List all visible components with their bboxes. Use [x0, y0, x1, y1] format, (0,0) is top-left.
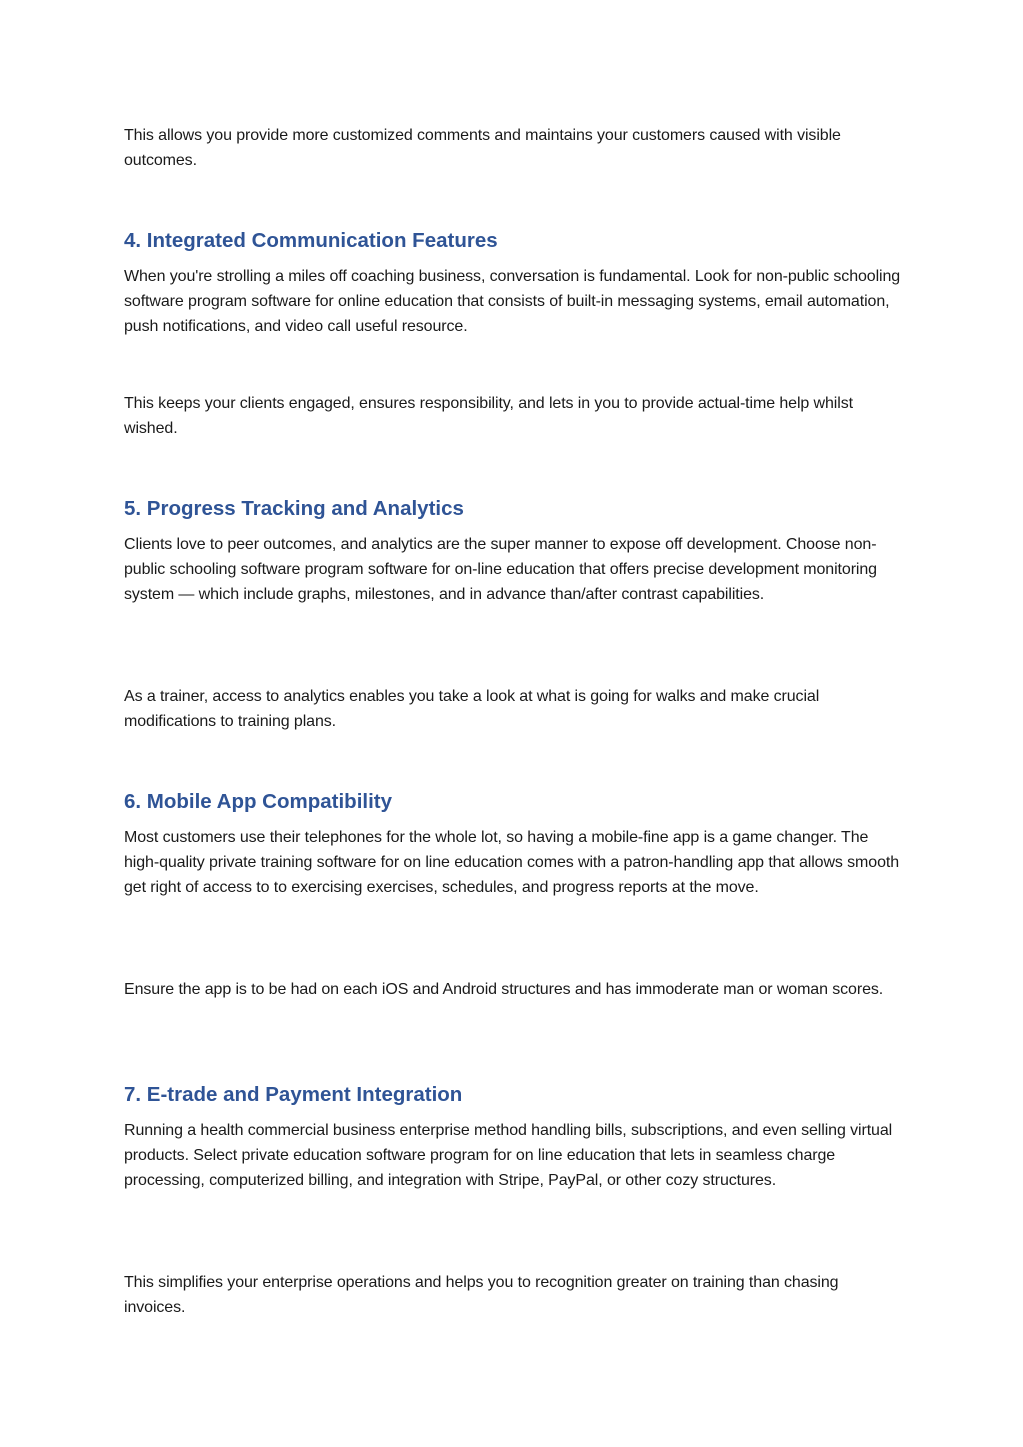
section-4-paragraph-1: When you're strolling a miles off coaching business, conversation is fundamental. Look for non-public schooling software program software for online education that consists of built-in messaging systems, email automation, push notifications, and video call useful resource.	[124, 268, 901, 335]
section-heading-7: 7. E-trade and Payment Integration	[124, 1083, 463, 1106]
section-heading-4: 4. Integrated Communication Features	[124, 229, 498, 252]
section-heading-6: 6. Mobile App Compatibility	[124, 790, 393, 813]
section-6-paragraph-2: Ensure the app is to be had on each iOS and Android structures and has immoderate man or woman scores.	[124, 981, 884, 998]
section-7-paragraph-1: Running a health commercial business enterprise method handling bills, subscriptions, and even selling virtual products. Select private education software program for on line education that lets in seamless charge processing, computerized billing, and integration with Stripe, PayPal, or other cozy structures.	[124, 1122, 893, 1189]
section-4-paragraph-2: This keeps your clients engaged, ensures responsibility, and lets in you to provide actual-time help whilst wished.	[124, 395, 853, 437]
section-7-paragraph-2: This simplifies your enterprise operations and helps you to recognition greater on training than chasing invoices.	[124, 1274, 839, 1316]
section-heading-5: 5. Progress Tracking and Analytics	[124, 497, 464, 520]
intro-paragraph: This allows you provide more customized comments and maintains your customers caused with visible outcomes.	[124, 127, 841, 169]
section-5-paragraph-1: Clients love to peer outcomes, and analytics are the super manner to expose off development. Choose non-public schooling software program software for on-line education that offers precise development monitoring system — which include graphs, milestones, and in advance than/after contrast capabilities.	[124, 536, 877, 603]
section-5-paragraph-2: As a trainer, access to analytics enables you take a look at what is going for walks and make crucial modifications to training plans.	[124, 688, 820, 730]
section-6-paragraph-1: Most customers use their telephones for the whole lot, so having a mobile-fine app is a game changer. The high-quality private training software for on line education comes with a patron-handling app that allows smooth get right of access to to exercising exercises, schedules, and progress reports at the move.	[124, 829, 900, 896]
